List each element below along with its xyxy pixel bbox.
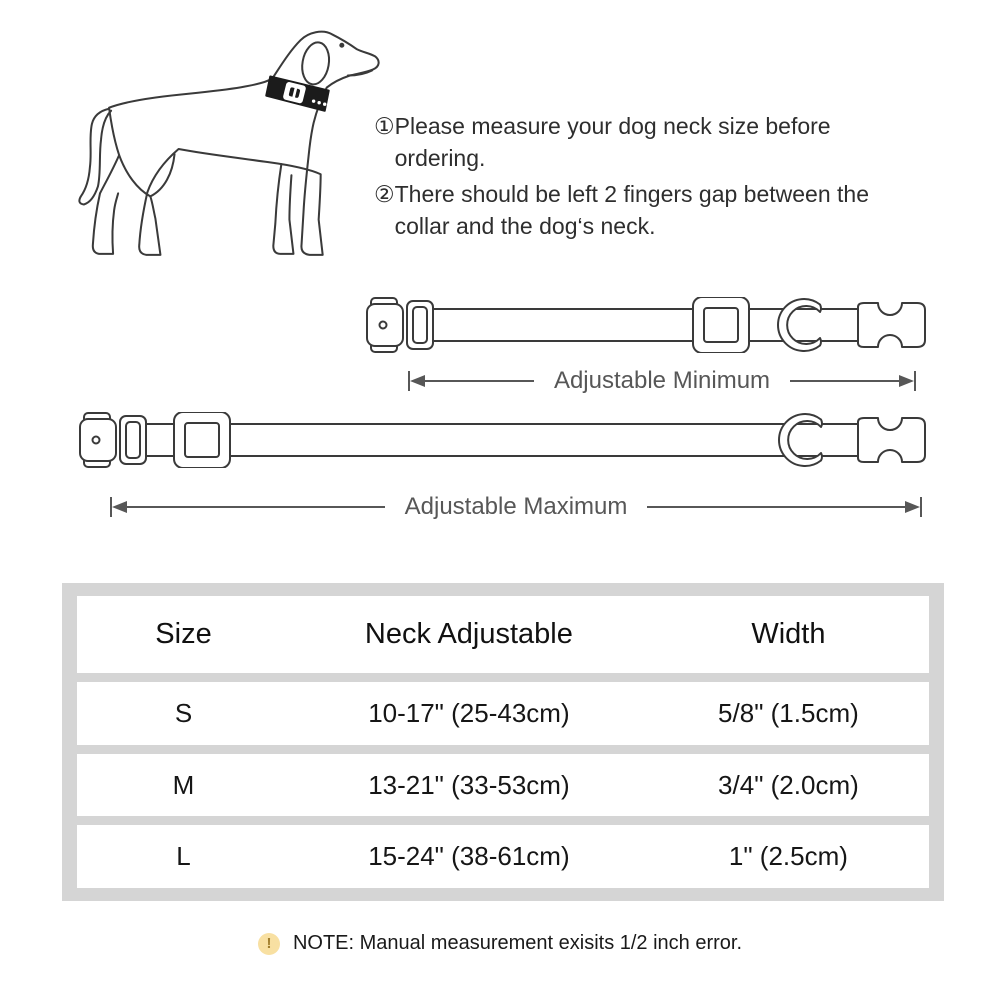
arrow-endbar-right [920, 497, 922, 517]
table-row [77, 825, 929, 888]
arrowhead-right-icon [899, 375, 914, 387]
header-width: Width [751, 618, 826, 650]
header-neck-adjustable: Neck Adjustable [364, 618, 573, 650]
adjustable-minimum-arrow [408, 366, 916, 396]
adjustable-minimum-label: Adjustable Minimum [553, 367, 771, 394]
dog-haunch-line [150, 154, 174, 196]
instruction-2-text: There should be left 2 fingers gap between the collar and the dog‘s neck. [394, 181, 869, 239]
dog-body-outline [109, 32, 379, 255]
collar-strap [144, 424, 861, 456]
instruction-1-text: Please measure your dog neck size before ordering. [394, 113, 831, 171]
cell-neck-l: 15-24" (38-61cm) [368, 841, 570, 872]
arrowhead-left-icon [112, 501, 127, 513]
cell-width-s: 5/8" (1.5cm) [718, 697, 859, 728]
table-row [77, 682, 929, 745]
header-size: Size [155, 618, 212, 650]
cell-size-l: L [176, 841, 191, 872]
buckle-male [858, 303, 925, 347]
cell-width-l: 1" (2.5cm) [728, 841, 848, 872]
arrow-line [425, 380, 534, 382]
dog-ear [299, 40, 332, 86]
arrow-line [647, 506, 905, 508]
adjustable-maximum-label: Adjustable Maximum [404, 493, 628, 520]
collar-minimum-diagram [365, 297, 930, 353]
collar-strap [431, 309, 861, 341]
buckle-female [367, 298, 433, 352]
instructions-block [374, 110, 949, 246]
size-table [62, 583, 944, 901]
cell-neck-s: 10-17" (25-43cm) [368, 697, 570, 728]
dog-illustration [66, 12, 400, 274]
cell-width-m: 3/4" (2.0cm) [718, 769, 859, 800]
cell-neck-m: 13-21" (33-53cm) [368, 769, 570, 800]
buckle-female [80, 413, 146, 467]
table-row [77, 754, 929, 817]
instruction-2 [374, 178, 949, 242]
cell-size-m: M [172, 769, 195, 800]
arrow-line [790, 380, 899, 382]
d-ring [778, 299, 821, 351]
note-bar [0, 932, 1000, 955]
buckle-male [858, 418, 925, 462]
instruction-1-number: ① [374, 113, 395, 139]
arrow-endbar-right [914, 371, 916, 391]
collar-maximum-diagram [64, 412, 930, 468]
instruction-2-number: ② [374, 181, 395, 207]
d-ring [779, 414, 822, 466]
exclamation-icon: ! [258, 933, 280, 955]
arrowhead-right-icon [905, 501, 920, 513]
size-table-header [77, 596, 929, 673]
note-text: NOTE: Manual measurement exisits 1/2 inch error. [292, 932, 743, 954]
slider-triglide [174, 412, 230, 468]
dog-far-rear-leg [93, 155, 119, 254]
dog-eye [339, 43, 344, 48]
cell-size-s: S [174, 697, 193, 728]
dog-tail [79, 109, 111, 205]
slider-triglide [693, 297, 749, 353]
arrow-line [127, 506, 385, 508]
instruction-1 [374, 110, 949, 174]
arrowhead-left-icon [410, 375, 425, 387]
dog-far-front-leg [273, 164, 293, 254]
adjustable-maximum-arrow [110, 492, 922, 522]
